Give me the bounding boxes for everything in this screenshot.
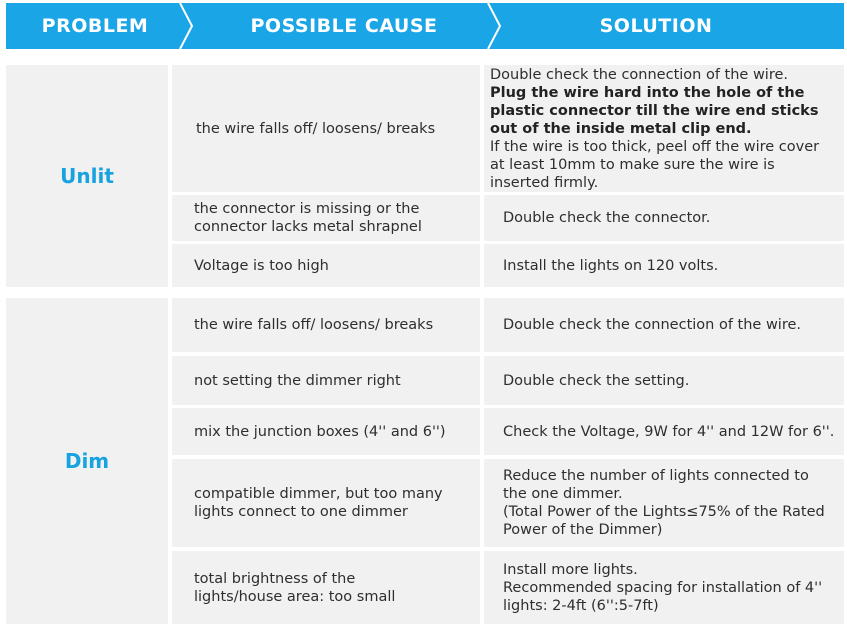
table-header (6, 3, 844, 49)
chevron-divider-icon (178, 3, 196, 49)
solution-cell: Double check the setting. (503, 372, 690, 389)
cause-cell: total brightness of the lights/house area: too small (194, 570, 396, 605)
solution-cell: Install more lights. Recommended spacing for installation of 4'' lights: 2-4ft (6'':5-7ft) (503, 561, 823, 614)
solution-cell: Double check the connection of the wire. (503, 317, 802, 333)
cause-cell: Voltage is too high (194, 257, 329, 274)
solution-cell: Install the lights on 120 volts. (503, 257, 719, 274)
header-solution: SOLUTION (599, 15, 713, 37)
cause-cell: the wire falls off/ loosens/ breaks (194, 317, 434, 333)
cause-cell: the wire falls off/ loosens/ breaks (196, 120, 436, 137)
header-problem: PROBLEM (41, 15, 149, 37)
cause-cell: not setting the dimmer right (194, 372, 401, 389)
cause-cell: mix the junction boxes (4'' and 6'') (194, 423, 446, 440)
problem-label: Unlit (60, 164, 114, 188)
cause-cell: compatible dimmer, but too many lights connect to one dimmer (194, 486, 443, 520)
solution-cell: Double check the connector. (503, 210, 711, 226)
problem-label: Dim (64, 449, 110, 473)
solution-cell: Check the Voltage, 9W for 4'' and 12W for 6''. (503, 423, 835, 440)
header-possible-cause: POSSIBLE CAUSE (250, 15, 438, 37)
solution-cell: Double check the connection of the wire. Plug the wire hard into the hole of the plastic connector till the wire end sticks out of the inside metal clip end. If the wire is too thick, peel off the wire cover at least 10mm to make sure the wire is inserted firmly. (490, 66, 820, 191)
cause-cell: the connector is missing or the connector lacks metal shrapnel (194, 201, 422, 235)
problem-unlit (6, 65, 168, 287)
solution-cell: Reduce the number of lights connected to the one dimmer. (Total Power of the Lights≤75% of the Rated Power of the Dimmer) (503, 468, 825, 538)
chevron-divider-icon (486, 3, 504, 49)
problem-dim (6, 298, 168, 624)
